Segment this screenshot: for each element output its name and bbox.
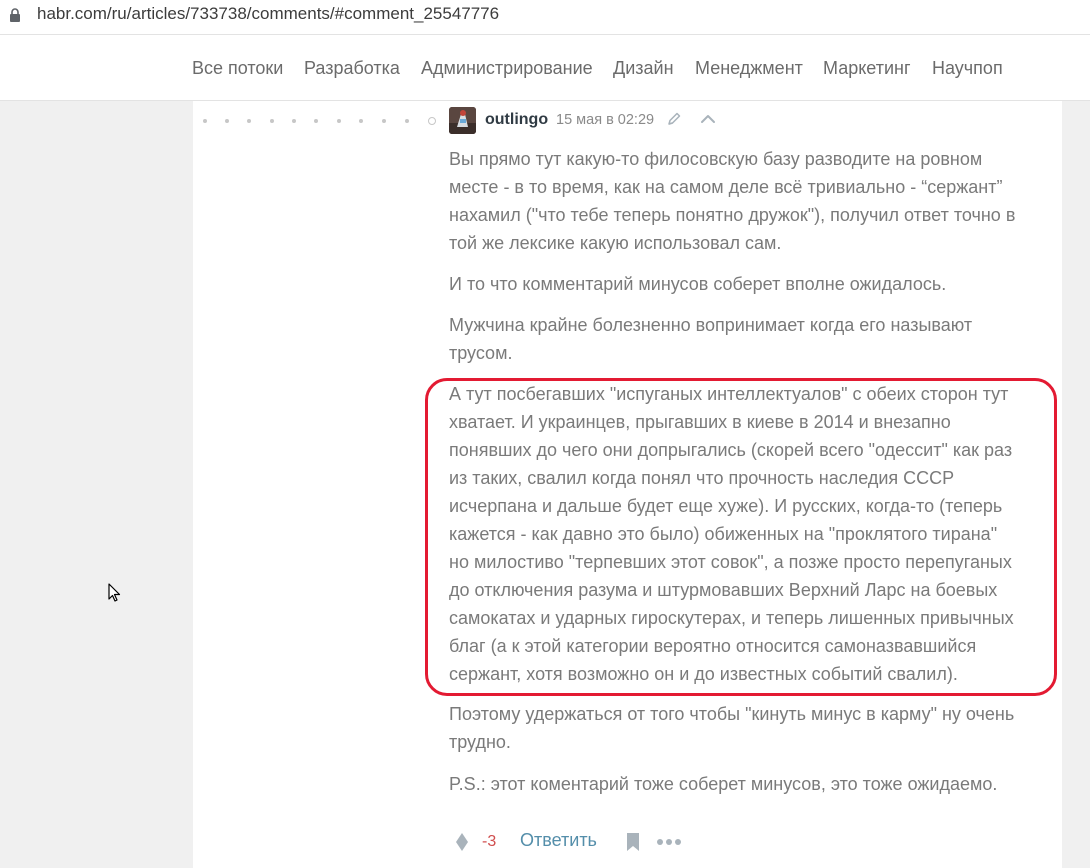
- comment-date[interactable]: 15 мая в 02:29: [556, 112, 655, 128]
- bookmark-icon[interactable]: [626, 832, 640, 852]
- thread-indent-dots: [203, 117, 443, 125]
- comment-paragraph: Мужчина крайне болезненно вопринимает когда его называют трусом.: [449, 315, 973, 363]
- comment-paragraph: Поэтому удержаться от того чтобы "кинуть минус в карму" ну очень трудно.: [449, 704, 1015, 752]
- browser-address-bar[interactable]: [0, 0, 1090, 34]
- nav-item-marketing[interactable]: Маркетинг: [823, 58, 911, 78]
- highlight-annotation: [425, 378, 1057, 696]
- nav-item-popular-science[interactable]: Научпоп: [932, 58, 1003, 78]
- top-navigation: [0, 34, 1090, 101]
- comment-author[interactable]: outlingo: [485, 111, 549, 128]
- lock-icon: [9, 8, 21, 22]
- more-dots-icon[interactable]: [657, 839, 681, 845]
- mouse-cursor-icon: [108, 583, 122, 603]
- comment-paragraph: Вы прямо тут какую-то филосовскую базу разводите на ровном месте - в то время, как на самом деле всё тривиально - “сержант” нахамил ("что тебе теперь понятно дружок"), получил ответ точно в той же лексике какую использовал сам.: [449, 149, 1016, 253]
- url-text[interactable]: habr.com/ru/articles/733738/comments/#comment_25547776: [37, 4, 500, 23]
- comment-paragraph-highlighted: А тут посбегавших "испуганых интеллектуалов" с обеих сторон тут хватает. И украинцев, прыгавших в киеве в 2014 и внезапно понявших до чего они допрыгались (скорей всего "одессит" как раз из таких, свалил когда понял что прочность наследия СССР исчерпана и дальше будет еще хуже). И русских, когда-то (теперь кажется - как давно это было) обиженных на "проклятого тирана" но милостиво "терпевших этот совок", а позже просто перепуганых до отключения разума и штурмовавших Верхний Ларс на боевых самокатах и ударных гироскутерах, и теперь лишенных привычных благ (а к этой категории вероятно относится самоназвавшийся сержант, хотя возможно он и до известных событий свалил).: [449, 384, 1014, 684]
- nav-item-management[interactable]: Менеджмент: [695, 58, 803, 78]
- vote-diamond-icon[interactable]: [455, 832, 469, 852]
- chevron-up-icon[interactable]: [700, 113, 716, 125]
- nav-item-all-streams[interactable]: Все потоки: [192, 58, 284, 78]
- nav-item-design[interactable]: Дизайн: [613, 58, 674, 78]
- pencil-icon: [666, 111, 682, 127]
- reply-button[interactable]: Ответить: [520, 830, 597, 850]
- nav-item-administration[interactable]: Администрирование: [421, 58, 593, 78]
- nav-item-development[interactable]: Разработка: [304, 58, 400, 78]
- comment-paragraph: P.S.: этот коментарий тоже соберет минусов, это тоже ожидаемо.: [449, 774, 998, 794]
- comment-paragraph: И то что комментарий минусов соберет вполне ожидалось.: [449, 274, 947, 294]
- avatar[interactable]: [449, 107, 476, 134]
- comment-score: -3: [482, 833, 497, 850]
